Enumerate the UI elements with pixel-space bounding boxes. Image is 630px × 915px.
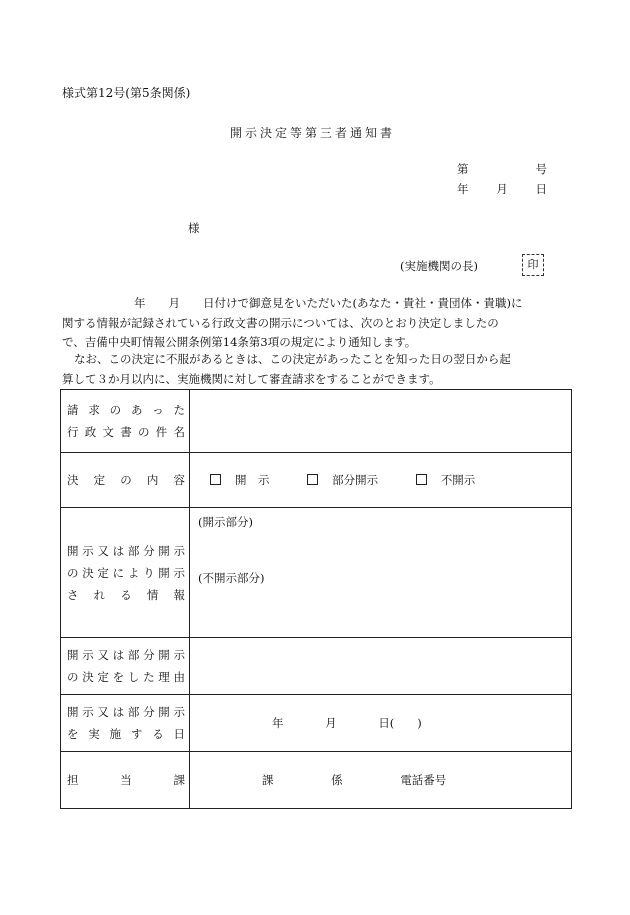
paragraph-line: 関する情報が記録されている行政文書の開示については、次のとおり決定しましたの — [62, 315, 499, 330]
table-row — [61, 695, 572, 752]
reason-field[interactable] — [190, 638, 572, 695]
paragraph-line: 算して３か月以内に、実施機関に対して審査請求をすることができます。 — [62, 371, 441, 386]
label-line: 開示又は部分開示 — [67, 705, 185, 719]
decision-table — [60, 389, 572, 809]
row-label-implementation-date — [61, 695, 190, 752]
option-partial-disclose[interactable] — [307, 472, 378, 488]
date-year: 年 — [457, 182, 469, 196]
table-row — [61, 638, 572, 695]
label-line: の決定をした理由 — [67, 670, 185, 684]
row-label-department — [61, 752, 190, 809]
department-field[interactable] — [190, 752, 572, 809]
form-id: 様式第12号(第5条関係) — [62, 86, 191, 100]
unit-label: 係 — [331, 773, 343, 787]
option-label: 開 示 — [235, 473, 270, 487]
label-line: される情報 — [67, 587, 185, 602]
label-line: 開示又は部分開示 — [67, 543, 185, 558]
label-line: 行政文書の件名 — [67, 425, 185, 439]
label-line: 決定の内容 — [67, 473, 185, 487]
phone-label: 電話番号 — [400, 773, 447, 787]
row-label-reason — [61, 638, 190, 695]
document-number — [457, 161, 547, 177]
document-date — [457, 181, 547, 197]
section-label: 課 — [262, 773, 274, 787]
row-label-document-name — [61, 390, 190, 453]
paragraph-line: なお、この決定に不服があるときは、この決定があったことを知った日の翌日から起 — [74, 352, 511, 366]
implementation-date-field[interactable] — [190, 695, 572, 752]
notice-paragraph — [62, 294, 582, 353]
table-row — [61, 752, 572, 809]
table-row — [61, 390, 572, 453]
decision-options — [190, 453, 572, 508]
option-label: 不開示 — [440, 473, 476, 487]
label-line: 請求のあった — [67, 403, 185, 417]
appeal-paragraph — [62, 350, 582, 389]
label-line: 担当課 — [67, 773, 185, 787]
number-prefix: 第 — [457, 162, 469, 176]
option-disclose[interactable] — [210, 472, 270, 488]
date-day: 日 — [535, 182, 547, 196]
checkbox[interactable] — [210, 474, 221, 485]
row-label-decision — [61, 453, 190, 508]
label-line: を実施する日 — [67, 727, 185, 741]
label-line: 開示又は部分開示 — [67, 648, 185, 662]
date-month-label: 月 — [325, 716, 337, 730]
checkbox[interactable] — [416, 474, 427, 485]
document-name-field[interactable] — [190, 390, 572, 453]
checkbox[interactable] — [307, 474, 318, 485]
option-not-disclose[interactable] — [416, 472, 476, 488]
option-label: 部分開示 — [332, 473, 379, 487]
addressee: 様 — [188, 221, 200, 235]
undisclosed-part-label: (不開示部分) — [198, 571, 265, 585]
sender: (実施機関の長) — [400, 259, 478, 273]
table-row — [61, 453, 572, 508]
row-label-disclosed-info — [61, 508, 190, 638]
number-suffix: 号 — [535, 162, 547, 176]
paragraph-line: で、吉備中央町情報公開条例第14条第3項の規定により通知します。 — [62, 335, 417, 349]
seal-stamp: 印 — [522, 254, 544, 276]
disclosed-info-field[interactable] — [190, 508, 572, 638]
date-month: 月 — [496, 182, 508, 196]
date-year-label: 年 — [272, 716, 284, 730]
document-title: 開示決定等第三者通知書 — [230, 126, 396, 140]
label-line: の決定により開示 — [67, 565, 185, 580]
table-row — [61, 508, 572, 638]
date-day-label: 日( ) — [378, 716, 422, 730]
paragraph-line: 年 月 日付けで御意見をいただいた(あなた・貴社・貴団体・貴職)に — [134, 296, 523, 310]
disclosed-part-label: (開示部分) — [198, 515, 253, 529]
